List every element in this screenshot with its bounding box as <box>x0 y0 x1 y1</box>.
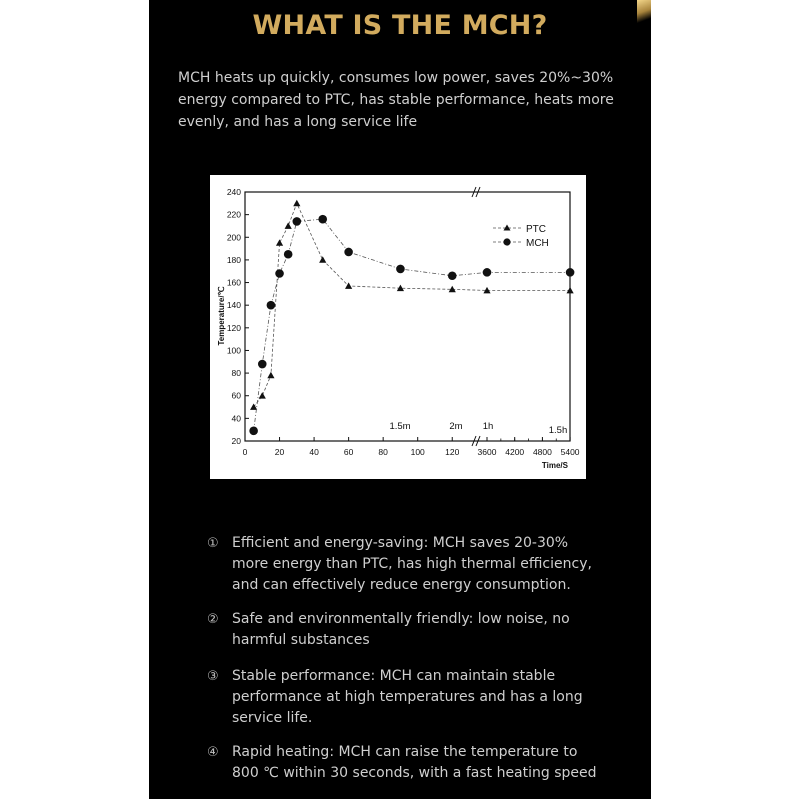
segment-label: 1.5m <box>389 421 411 432</box>
y-tick-label: 60 <box>231 390 241 401</box>
x-tick-label: 40 <box>309 447 319 457</box>
mch-point <box>344 248 353 257</box>
mch-point <box>318 215 327 224</box>
feature-text: Safe and environmentally friendly: low noise, no harmful substances <box>232 611 570 648</box>
x-tick-label: 3600 <box>477 447 497 457</box>
x-tick-label: 80 <box>378 447 388 457</box>
ptc-point <box>259 392 266 398</box>
y-axis-title: Temperature/℃ <box>217 286 226 346</box>
ptc-point <box>250 403 257 409</box>
segment-label: 2m <box>449 421 463 432</box>
y-tick-label: 20 <box>231 436 241 446</box>
x-tick-label: 5400 <box>560 447 580 457</box>
mch-point <box>483 268 492 277</box>
y-tick-label: 140 <box>226 300 241 311</box>
plot-frame <box>245 192 570 441</box>
x-tick-label: 4200 <box>505 447 525 457</box>
y-tick-label: 220 <box>226 209 241 220</box>
ptc-point <box>319 256 326 262</box>
mch-point <box>396 265 405 274</box>
series-line-ptc <box>254 203 570 407</box>
legend-marker-mch <box>503 238 510 245</box>
series-line-mch <box>254 219 570 431</box>
mch-point <box>275 269 284 278</box>
ptc-point <box>293 200 300 206</box>
feature-text: Rapid heating: MCH can raise the temperature to 800 ℃ within 30 seconds, with a fast heating speed <box>232 744 597 781</box>
y-tick-label: 100 <box>226 345 241 356</box>
mch-point <box>267 301 276 310</box>
segment-label: 1h <box>482 421 494 432</box>
x-tick-label: 100 <box>410 447 425 457</box>
ptc-point <box>285 222 292 228</box>
page-title: WHAT IS THE MCH? <box>252 10 548 41</box>
intro-paragraph: MCH heats up quickly, consumes low power, saves 20%~30% energy compared to PTC, has stable performance, heats more evenly, and has a long service life <box>178 70 614 130</box>
mch-point <box>284 250 293 259</box>
x-tick-label: 4800 <box>532 447 552 457</box>
y-tick-label: 200 <box>226 232 241 243</box>
feature-number: ③ <box>207 669 219 684</box>
ptc-point <box>276 239 283 245</box>
legend-marker-ptc <box>504 225 511 231</box>
x-tick-label: 20 <box>274 447 285 457</box>
mch-point <box>566 268 575 277</box>
y-tick-label: 180 <box>226 254 241 265</box>
feature-number: ① <box>207 536 219 551</box>
mch-point <box>448 271 457 280</box>
legend-label: MCH <box>526 238 549 249</box>
product-panel <box>149 0 651 799</box>
y-tick-label: 40 <box>231 413 241 424</box>
temperature-chart <box>210 175 586 479</box>
feature-number: ④ <box>207 745 219 760</box>
feature-text: Efficient and energy-saving: MCH saves 20-30% more energy than PTC, has high thermal efficiency, and can effectively reduce energy consumption. <box>232 535 592 593</box>
x-tick-label: 120 <box>445 447 460 457</box>
feature-text: Stable performance: MCH can maintain stable performance at high temperatures and has a long service life. <box>232 668 583 726</box>
y-tick-label: 120 <box>226 322 241 333</box>
x-tick-label: 60 <box>343 447 354 457</box>
mch-point <box>293 217 302 226</box>
temperature-chart-svg <box>210 175 586 479</box>
y-tick-label: 160 <box>226 277 241 288</box>
feature-number: ② <box>207 612 219 627</box>
segment-label: 1.5h <box>548 425 568 436</box>
mch-point <box>249 427 258 436</box>
ptc-point <box>267 372 274 378</box>
x-tick-label: 0 <box>242 447 248 457</box>
y-tick-label: 80 <box>231 368 241 379</box>
x-axis-title: Time/S <box>541 461 568 470</box>
mch-point <box>258 360 267 369</box>
y-tick-label: 240 <box>226 187 241 197</box>
legend-label: PTC <box>526 224 546 235</box>
